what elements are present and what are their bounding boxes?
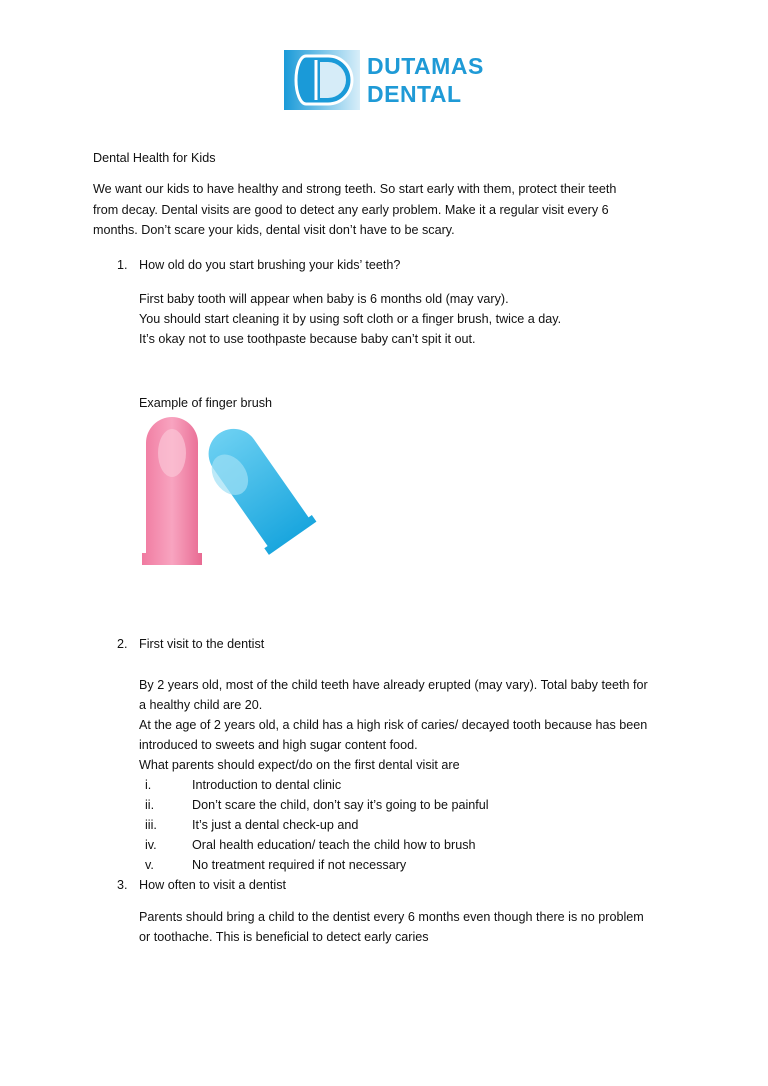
list-numeral: iv. <box>145 838 157 852</box>
list-item: It’s just a dental check-up and <box>192 818 359 832</box>
list-numeral: ii. <box>145 798 155 812</box>
intro-line: months. Don’t scare your kids, dental visit don’t have to be scary. <box>93 223 455 237</box>
q2-heading: First visit to the dentist <box>139 637 265 651</box>
q2-line: What parents should expect/do on the first dental visit are <box>139 758 460 772</box>
dutamas-dental-logo <box>284 50 488 112</box>
q2-line: introduced to sweets and high sugar content food. <box>139 738 418 752</box>
q3-line: or toothache. This is beneficial to detect early caries <box>139 930 429 944</box>
list-numeral: iii. <box>145 818 157 832</box>
q3-heading: How often to visit a dentist <box>139 878 286 892</box>
intro-line: from decay. Dental visits are good to detect any early problem. Make it a regular visit every 6 <box>93 203 609 217</box>
list-item: Don’t scare the child, don’t say it’s going to be painful <box>192 798 489 812</box>
q2-line: At the age of 2 years old, a child has a high risk of caries/ decayed tooth because has been <box>139 718 648 732</box>
q2-line: a healthy child are 20. <box>139 698 263 712</box>
list-item: No treatment required if not necessary <box>192 858 407 872</box>
logo-text-line2: DENTAL <box>367 81 462 107</box>
q1-heading: How old do you start brushing your kids’ teeth? <box>139 258 401 272</box>
list-item: Oral health education/ teach the child how to brush <box>192 838 476 852</box>
q1-line: First baby tooth will appear when baby is 6 months old (may vary). <box>139 292 509 306</box>
q3-line: Parents should bring a child to the dentist every 6 months even though there is no problem <box>139 910 644 924</box>
list-numeral: v. <box>145 858 154 872</box>
finger-brush-image <box>138 413 334 579</box>
q1-number: 1. <box>117 258 128 272</box>
logo-mark <box>284 50 360 110</box>
doc-title: Dental Health for Kids <box>93 151 216 165</box>
logo-text-line1: DUTAMAS <box>367 53 484 79</box>
q1-line: You should start cleaning it by using soft cloth or a finger brush, twice a day. <box>139 312 562 326</box>
intro-line: We want our kids to have healthy and strong teeth. So start early with them, protect their teeth <box>93 182 617 196</box>
q3-number: 3. <box>117 878 128 892</box>
list-numeral: i. <box>145 778 152 792</box>
q2-number: 2. <box>117 637 128 651</box>
q1-line: It’s okay not to use toothpaste because baby can’t spit it out. <box>139 332 476 346</box>
q2-line: By 2 years old, most of the child teeth have already erupted (may vary). Total baby teeth for <box>139 678 648 692</box>
image-caption: Example of finger brush <box>139 396 273 410</box>
list-item: Introduction to dental clinic <box>192 778 342 792</box>
